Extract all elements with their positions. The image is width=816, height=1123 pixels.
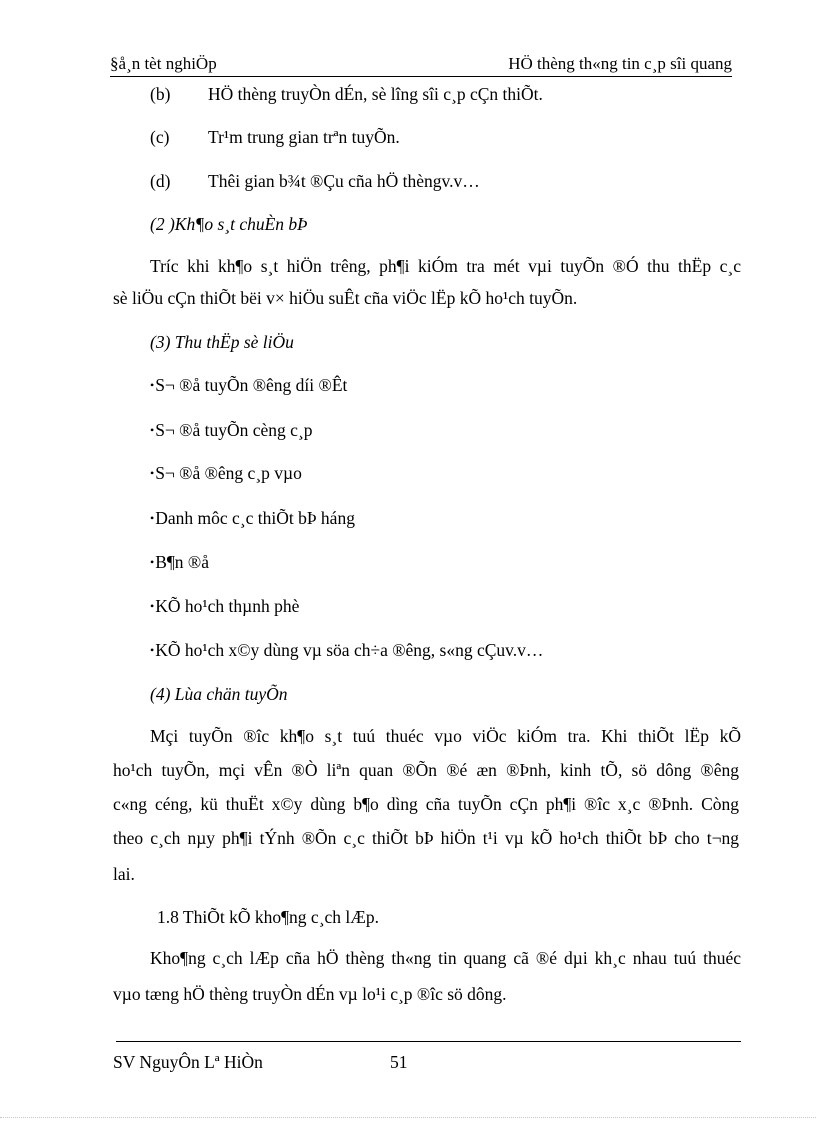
page-bottom-edge (0, 1117, 816, 1118)
bullet-text: S¬ ®å tuyÕn cèng c¸p (155, 420, 313, 440)
bullet-item (150, 550, 209, 574)
bullet-item (150, 638, 543, 662)
footer-author: SV NguyÔn Lª HiÒn (113, 1052, 263, 1072)
section-heading: 1.8 ThiÕt kÕ kho¶ng c¸ch lÆp. (157, 907, 379, 927)
bullet-text: Danh môc c¸c thiÕt bÞ háng (155, 508, 355, 528)
paragraph-line: ho¹ch tuyÕn, mçi vÊn ®Ò liªn quan ®Õn ®é æn ®Þnh, kinh tÕ, sö dông ®êng (113, 760, 739, 780)
bullet-text: KÕ ho¹ch x©y dùng vµ söa ch÷a ®êng, s«ng cÇuv.v… (155, 640, 544, 660)
bullet-item (150, 506, 355, 530)
page-number: 51 (390, 1052, 408, 1072)
paragraph-line: theo c¸ch nµy ph¶i tÝnh ®Õn c¸c thiÕt bÞ hiÖn t¹i vµ kÕ ho¹ch thiÕt bÞ cho t¬ng (113, 828, 739, 848)
bullet-icon: • (150, 555, 155, 569)
bullet-icon: • (150, 378, 155, 392)
list-item-label: (d) (150, 171, 171, 191)
list-item-label: (c) (150, 127, 170, 147)
list-item-text: Thêi gian b¾t ®Çu cña hÖ thèngv.v… (208, 171, 480, 191)
bullet-item (150, 418, 313, 442)
bullet-icon: • (150, 643, 155, 657)
paragraph-line: Tríc khi kh¶o s¸t hiÖn trêng, ph¶i kiÓm tra mét vµi tuyÕn ®Ó thu thËp c¸c (150, 256, 741, 276)
header-right-title: HÖ thèng th«ng tin c¸p sîi quang (508, 54, 732, 73)
paragraph-line: sè liÖu cÇn thiÕt bëi v× hiÖu suÊt cña viÖc lËp kÕ ho¹ch tuyÕn. (113, 288, 578, 308)
bullet-text: B¶n ®å (155, 552, 209, 572)
paragraph-line: Mçi tuyÕn ®îc kh¶o s¸t tuú thuéc vµo viÖc kiÓm tra. Khi thiÕt lËp kÕ (150, 726, 741, 746)
bullet-icon: • (150, 466, 155, 480)
bullet-text: KÕ ho¹ch thµnh phè (155, 596, 300, 616)
bullet-item (150, 373, 347, 397)
section-heading: (4) Lùa chän tuyÕn (150, 684, 288, 704)
section-heading: (2 )Kh¶o s¸t chuÈn bÞ (150, 214, 308, 234)
list-item-label: (b) (150, 84, 171, 104)
paragraph-line: Kho¶ng c¸ch lÆp cña hÖ thèng th«ng tin quang cã ®é dµi kh¸c nhau tuú thuéc (150, 948, 741, 968)
list-item-text: Tr¹m trung gian trªn tuyÕn. (208, 127, 400, 147)
bullet-item (150, 594, 299, 618)
bullet-text: S¬ ®å ®êng c¸p vµo (155, 463, 302, 483)
paragraph-line: lai. (113, 864, 135, 884)
section-heading: (3) Thu thËp sè liÖu (150, 332, 294, 352)
bullet-text: S¬ ®å tuyÕn ®êng díi ®Êt (155, 375, 348, 395)
bullet-icon: • (150, 423, 155, 437)
footer-divider (116, 1041, 741, 1042)
list-item-text: HÖ thèng truyÒn dÉn, sè lîng sîi c¸p cÇn thiÕt. (208, 84, 543, 104)
bullet-icon: • (150, 599, 155, 613)
bullet-item (150, 461, 302, 485)
paragraph-line: vµo tæng hÖ thèng truyÒn dÉn vµ lo¹i c¸p ®îc sö dông. (113, 984, 507, 1004)
bullet-icon: • (150, 511, 155, 525)
page-header (110, 52, 732, 77)
header-left-title: §å¸n tèt nghiÖp (110, 54, 217, 73)
paragraph-line: c«ng céng, kü thuËt x©y dùng b¶o dìng cña tuyÕn cÇn ph¶i ®îc x¸c ®Þnh. Còng (113, 794, 739, 814)
